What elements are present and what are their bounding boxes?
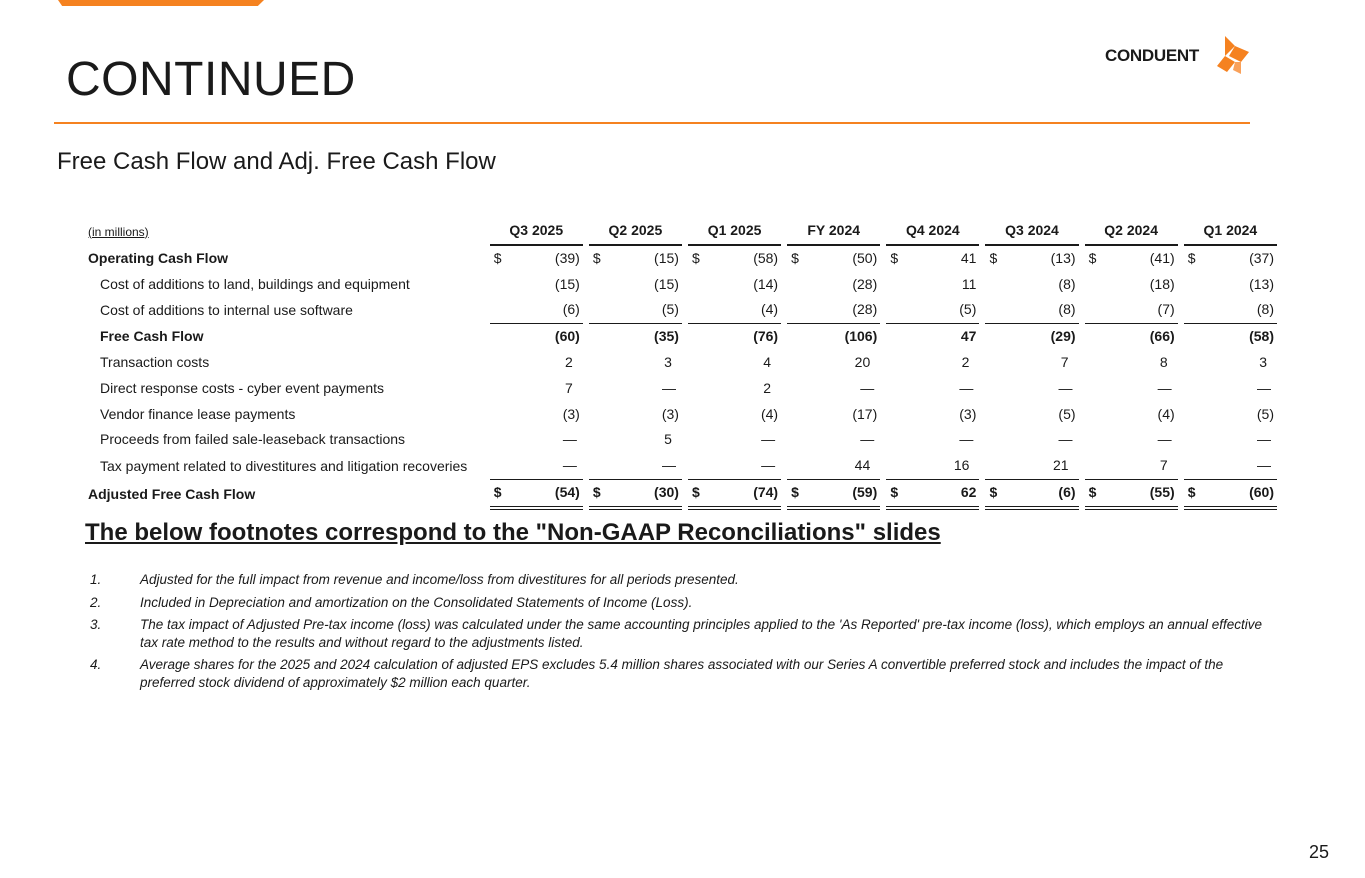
footnote-text: Included in Depreciation and amortization on the Consolidated Statements of Income (Loss). — [140, 594, 693, 610]
table-cell: — — [506, 453, 583, 480]
table-row — [85, 480, 1277, 510]
table-cell: — — [605, 453, 682, 480]
currency-symbol: $ — [688, 480, 704, 510]
row-label: Direct response costs - cyber event payments — [100, 379, 385, 396]
footnote-item — [90, 656, 1280, 691]
table-cell: 21 — [1002, 453, 1079, 480]
free-cash-flow-table — [85, 218, 1277, 510]
footnote-number: 3. — [90, 617, 102, 632]
table-cell: (76) — [753, 328, 779, 345]
table-cell: (6) — [1002, 480, 1079, 510]
table-cell: 11 — [961, 275, 977, 292]
table-cell: 7 — [565, 379, 573, 396]
table-cell: (54) — [506, 480, 583, 510]
table-row — [85, 427, 1277, 453]
table-cell: (8) — [1002, 297, 1079, 324]
table-cell: (13) — [1249, 275, 1274, 292]
table-cell: (37) — [1249, 249, 1274, 266]
table-cell: — — [1157, 379, 1172, 396]
footnote-text: Average shares for the 2025 and 2024 calculation of adjusted EPS excludes 5.4 million shares associated with our Series A convertible preferred stock and includes the impact of the preferred stock dividend of approximately $2 million each quarter. — [140, 657, 1224, 690]
table-cell: — — [860, 379, 875, 396]
footnote-item — [90, 594, 1280, 612]
table-cell: (5) — [605, 297, 682, 324]
table-cell: 41 — [960, 249, 977, 266]
table-cell: (39) — [554, 249, 580, 266]
currency-symbol: $ — [493, 249, 502, 266]
table-cell: (28) — [803, 297, 880, 324]
table-cell: 47 — [960, 328, 977, 345]
table-cell: 8 — [1159, 353, 1168, 370]
currency-symbol: $ — [490, 480, 506, 510]
row-label: Vendor finance lease payments — [100, 405, 296, 422]
row-label: Adjusted Free Cash Flow — [88, 485, 256, 502]
table-cell: 4 — [763, 353, 772, 370]
table-cell: — — [959, 431, 974, 448]
table-cell: (106) — [844, 328, 878, 345]
footnote-number: 2. — [90, 594, 102, 610]
table-cell: — — [1200, 453, 1277, 480]
table-row — [85, 272, 1277, 298]
column-header: Q2 2025 — [589, 218, 682, 246]
table-cell: (35) — [654, 328, 679, 345]
table-cell: (5) — [1058, 405, 1076, 422]
table-cell: 7 — [1101, 453, 1178, 480]
footnote-text: Adjusted for the full impact from revenue and income/loss from divestitures for all periods presented. — [140, 572, 739, 587]
table-row — [85, 324, 1277, 350]
footnote-number: 4. — [90, 657, 102, 672]
row-label: Tax payment related to divestitures and litigation recoveries — [100, 457, 468, 474]
footnote-item — [90, 616, 1280, 651]
table-row — [85, 246, 1277, 272]
footnote-text: The tax impact of Adjusted Pre-tax income (loss) was calculated under the same accounting principles applied to the 'As Reported' pre-tax income (loss), which employs an annual effective tax rate method to the results and without regard to the adjustments listed. — [140, 617, 1262, 650]
table-cell: (3) — [562, 405, 580, 422]
table-cell: 5 — [664, 431, 672, 448]
row-label: Free Cash Flow — [100, 328, 204, 345]
column-header: Q2 2024 — [1085, 218, 1178, 246]
row-label: Operating Cash Flow — [88, 249, 229, 266]
column-header: Q1 2025 — [688, 218, 781, 246]
table-cell: (41) — [1149, 249, 1175, 266]
table-cell: 2 — [961, 353, 970, 370]
table-cell: 16 — [903, 453, 980, 480]
table-cell: 2 — [565, 353, 573, 370]
table-cell: (14) — [753, 275, 779, 292]
table-row — [85, 453, 1277, 480]
currency-symbol: $ — [791, 249, 799, 266]
table-cell: — — [1157, 431, 1172, 448]
currency-symbol: $ — [1184, 480, 1200, 510]
table-cell: 62 — [903, 480, 980, 510]
row-label: Cost of additions to land, buildings and equipment — [100, 275, 410, 292]
table-cell: (4) — [704, 297, 781, 324]
page-title: CONTINUED — [66, 53, 356, 106]
table-cell: (15) — [654, 275, 679, 292]
table-cell: (28) — [852, 275, 878, 292]
conduent-mark-icon — [1211, 34, 1249, 74]
table-cell: — — [562, 431, 577, 448]
table-cell: (17) — [852, 405, 878, 422]
table-cell: (58) — [1249, 328, 1274, 345]
row-label: Transaction costs — [100, 353, 210, 370]
table-row — [85, 376, 1277, 402]
table-cell: (66) — [1149, 328, 1175, 345]
table-cell: — — [959, 379, 974, 396]
table-cell: (15) — [654, 249, 679, 266]
table-cell: 44 — [803, 453, 880, 480]
row-label: Cost of additions to internal use software — [100, 301, 353, 318]
footnote-number: 1. — [90, 572, 102, 587]
table-cell: — — [1058, 379, 1073, 396]
table-row — [85, 350, 1277, 376]
title-divider — [54, 122, 1250, 124]
section-title: Free Cash Flow and Adj. Free Cash Flow — [57, 148, 496, 175]
units-label: (in millions) — [88, 224, 149, 239]
currency-symbol: $ — [890, 249, 899, 266]
column-header: Q4 2024 — [886, 218, 979, 246]
top-accent-bar — [58, 0, 264, 6]
table-cell: — — [1257, 431, 1271, 448]
currency-symbol: $ — [1085, 480, 1101, 510]
table-cell: (74) — [704, 480, 781, 510]
table-header-row — [85, 218, 1277, 246]
currency-symbol: $ — [1187, 249, 1196, 266]
table-cell: (58) — [753, 249, 779, 266]
table-cell: (5) — [903, 297, 980, 324]
table-cell: (15) — [554, 275, 580, 292]
currency-symbol: $ — [985, 480, 1001, 510]
table-cell: (4) — [760, 405, 779, 422]
table-cell: (29) — [1050, 328, 1076, 345]
table-cell: 20 — [854, 353, 871, 370]
table-cell: (3) — [661, 405, 679, 422]
table-cell: (60) — [554, 328, 580, 345]
table-cell: (55) — [1101, 480, 1178, 510]
table-cell: (6) — [506, 297, 583, 324]
table-cell: (5) — [1256, 405, 1274, 422]
table-cell: — — [661, 379, 676, 396]
table-cell: (59) — [803, 480, 880, 510]
logo-wordmark: CONDUENT — [1105, 46, 1199, 65]
table-cell: (3) — [959, 405, 977, 422]
table-cell: (4) — [1157, 405, 1175, 422]
table-cell: 2 — [763, 379, 772, 396]
table-cell: (50) — [852, 249, 878, 266]
table-cell: 3 — [664, 353, 672, 370]
table-cell: (30) — [605, 480, 682, 510]
currency-symbol: $ — [989, 249, 998, 266]
currency-symbol: $ — [1088, 249, 1097, 266]
table-cell: 3 — [1259, 353, 1267, 370]
row-label: Proceeds from failed sale-leaseback transactions — [100, 431, 406, 448]
footnotes-list — [90, 571, 1280, 696]
column-header: Q3 2025 — [490, 218, 583, 246]
column-header: FY 2024 — [787, 218, 880, 246]
table-cell: (18) — [1149, 275, 1175, 292]
table-cell: (60) — [1200, 480, 1277, 510]
table-row — [85, 297, 1277, 324]
table-cell: (8) — [1058, 275, 1076, 292]
currency-symbol: $ — [692, 249, 700, 266]
currency-symbol: $ — [886, 480, 902, 510]
currency-symbol: $ — [787, 480, 803, 510]
footnote-item — [90, 571, 1280, 589]
currency-symbol: $ — [589, 480, 605, 510]
column-header: Q1 2024 — [1184, 218, 1277, 246]
table-cell: (13) — [1050, 249, 1076, 266]
currency-symbol: $ — [592, 249, 601, 266]
table-cell: — — [704, 453, 781, 480]
table-cell: (7) — [1101, 297, 1178, 324]
table-cell: (8) — [1200, 297, 1277, 324]
page-number: 25 — [1309, 842, 1330, 862]
table-cell: — — [1058, 431, 1073, 448]
table-cell: — — [1257, 379, 1271, 396]
footnotes-heading: The below footnotes correspond to the "Non-GAAP Reconciliations" slides — [85, 519, 941, 546]
column-header: Q3 2024 — [985, 218, 1078, 246]
table-cell: — — [860, 431, 875, 448]
table-row — [85, 402, 1277, 428]
table-cell: 7 — [1060, 353, 1069, 370]
conduent-logo — [1105, 34, 1255, 74]
table-cell: — — [761, 431, 776, 448]
